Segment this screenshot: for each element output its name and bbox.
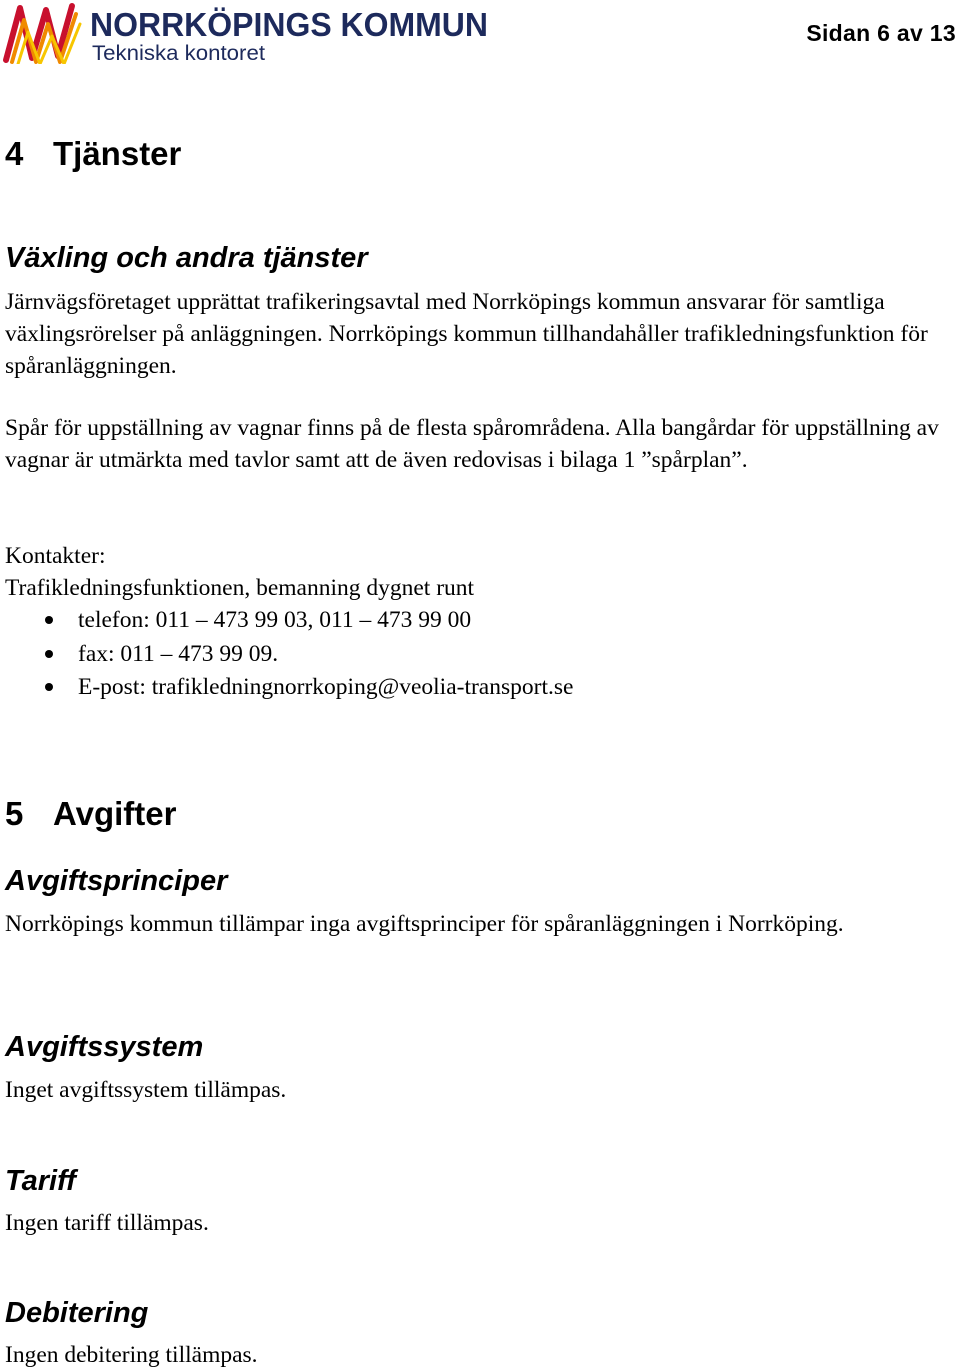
contact-fax: fax: 011 – 473 99 09. xyxy=(78,640,279,667)
contacts-label: Kontakter: xyxy=(5,543,106,569)
logo-subtitle: Tekniska kontoret xyxy=(92,42,266,64)
paragraph: Ingen debitering tillämpas. xyxy=(5,1342,258,1368)
paragraph: Järnvägsföretaget upprättat trafikeringsavtal med Norrköpings kommun ansvarar för samtliga växlingsrörelser på anläggningen. Norrköpings kommun tillhandahåller trafikledningsfunktion för spåranläggningen. xyxy=(5,289,928,379)
list-item xyxy=(5,604,950,638)
contact-email: E-post: trafikledningnorrkoping@veolia-transport.se xyxy=(78,674,574,700)
contact-list xyxy=(5,604,950,705)
list-item xyxy=(5,671,950,705)
contact-phone: telefon: 011 – 473 99 03, 011 – 473 99 00 xyxy=(78,607,472,633)
paragraph: Spår för uppställning av vagnar finns på de flesta spårområdena. Alla bangårdar för uppställning av vagnar är utmärkta med tavlor samt att de även redovisas i bilaga 1 ”spårplan”. xyxy=(5,415,939,473)
section-title: Tjänster xyxy=(53,135,182,172)
section-4-heading xyxy=(5,134,950,174)
paragraph: Ingen tariff tillämpas. xyxy=(5,1210,209,1236)
bullet-icon xyxy=(45,683,53,691)
section-number: 4 xyxy=(5,135,24,172)
contacts-description: Trafikledningsfunktionen, bemanning dygnet runt xyxy=(5,575,475,601)
section-5-heading xyxy=(5,794,950,834)
contacts-block xyxy=(5,540,950,705)
subsection-heading: Avgiftssystem xyxy=(5,1031,204,1063)
subsection-heading: Tariff xyxy=(5,1165,76,1197)
page-number: Sidan 6 av 13 xyxy=(806,20,956,46)
list-item xyxy=(5,638,950,672)
section-title: Avgifter xyxy=(53,795,177,832)
paragraph: Norrköpings kommun tillämpar inga avgiftsprinciper för spåranläggningen i Norrköping. xyxy=(5,911,844,937)
subsection-heading: Växling och andra tjänster xyxy=(5,242,368,274)
page-header xyxy=(0,0,960,72)
norrkoping-logo xyxy=(2,2,492,64)
logo-title: NORRKÖPINGS KOMMUN xyxy=(90,6,488,43)
bullet-icon xyxy=(45,650,53,658)
subsection-heading: Avgiftsprinciper xyxy=(5,865,228,897)
bullet-icon xyxy=(45,616,53,624)
subsection-heading: Debitering xyxy=(5,1297,149,1329)
section-number: 5 xyxy=(5,795,24,832)
paragraph: Inget avgiftssystem tillämpas. xyxy=(5,1077,287,1103)
